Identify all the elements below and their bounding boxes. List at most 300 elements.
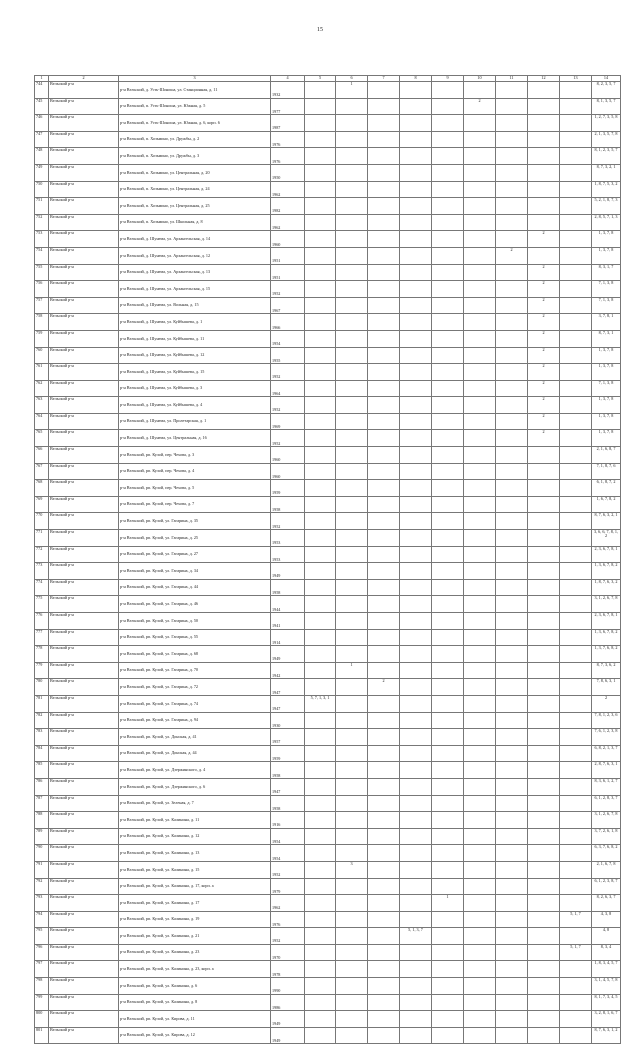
table-cell <box>464 878 496 895</box>
table-cell <box>336 895 368 912</box>
year-built: 1982 <box>271 198 305 215</box>
table-cell <box>305 646 336 663</box>
table-row <box>35 778 621 795</box>
table-cell <box>305 679 336 696</box>
table-cell <box>336 712 368 729</box>
table-row <box>35 695 621 712</box>
table-row <box>35 745 621 762</box>
table-row <box>35 1027 621 1044</box>
district: Вельский р-н <box>49 347 119 364</box>
table-cell <box>368 911 400 928</box>
address: р-н Вельский, д. Шунема, ул. Куйбышева, д. 4 <box>119 397 271 414</box>
table-cell <box>432 364 464 381</box>
column-header: 1 <box>35 76 49 82</box>
year-built: 1952 <box>271 430 305 447</box>
sequence-codes: 1, 3, 7, 8 <box>592 247 621 264</box>
row-number: 770 <box>35 513 49 530</box>
table-cell <box>432 994 464 1011</box>
table-cell <box>336 480 368 497</box>
sequence-codes: 1, 3, 7, 8 <box>592 347 621 364</box>
table-cell <box>305 861 336 878</box>
year-built: 1958 <box>271 579 305 596</box>
table-cell <box>528 695 560 712</box>
sequence-codes: 7, 1, 3, 8 <box>592 297 621 314</box>
table-row <box>35 828 621 845</box>
address: р-н Вельский, рп. Кулой, ул. Гагарина, д. 46 <box>119 596 271 613</box>
table-row <box>35 131 621 148</box>
year-built: 1914 <box>271 629 305 646</box>
table-cell <box>496 994 528 1011</box>
sequence-codes: 1, 3, 7, 8 <box>592 397 621 414</box>
table-cell <box>305 314 336 331</box>
table-cell <box>496 496 528 513</box>
year-built: 1959 <box>271 745 305 762</box>
district: Вельский р-н <box>49 928 119 945</box>
table-cell <box>528 895 560 912</box>
table-row <box>35 629 621 646</box>
district: Вельский р-н <box>49 861 119 878</box>
table-cell <box>400 745 432 762</box>
table-cell <box>305 629 336 646</box>
table-cell <box>400 513 432 530</box>
district: Вельский р-н <box>49 181 119 198</box>
table-cell <box>496 480 528 497</box>
row-number: 788 <box>35 812 49 829</box>
address: р-н Вельский, рп. Кулой, ул. Калинина, д. 23 <box>119 944 271 961</box>
table-cell <box>305 961 336 978</box>
address: р-н Вельский, рп. Кулой, ул. Калинина, д. 6 <box>119 978 271 995</box>
table-cell <box>432 778 464 795</box>
table-cell <box>432 961 464 978</box>
address: р-н Вельский, рп. Кулой, ул. Гагарина, д. 25 <box>119 530 271 547</box>
table-cell <box>464 613 496 630</box>
district: Вельский р-н <box>49 214 119 231</box>
table-cell <box>464 413 496 430</box>
table-cell: 2 <box>528 314 560 331</box>
table-cell <box>496 314 528 331</box>
year-built: 1990 <box>271 978 305 995</box>
table-cell <box>400 330 432 347</box>
table-cell <box>368 314 400 331</box>
table-cell <box>400 164 432 181</box>
district: Вельский р-н <box>49 330 119 347</box>
table-cell <box>400 447 432 464</box>
table-row <box>35 364 621 381</box>
table-cell <box>368 596 400 613</box>
sequence-codes: 8, 2, 6, 3, 7 <box>592 895 621 912</box>
table-cell <box>528 812 560 829</box>
table-cell <box>336 530 368 547</box>
table-cell <box>336 646 368 663</box>
table-row <box>35 397 621 414</box>
row-number: 747 <box>35 131 49 148</box>
table-cell <box>336 347 368 364</box>
year-built: 1969 <box>271 413 305 430</box>
table-cell <box>464 679 496 696</box>
table-cell <box>305 430 336 447</box>
table-cell: 2 <box>528 264 560 281</box>
table-cell <box>336 596 368 613</box>
sequence-codes: 2, 1, 6, 7, 8 <box>592 861 621 878</box>
row-number: 782 <box>35 712 49 729</box>
row-number: 798 <box>35 978 49 995</box>
table-cell <box>432 812 464 829</box>
sequence-codes: 7, 1, 3, 8 <box>592 380 621 397</box>
table-cell <box>368 281 400 298</box>
table-cell <box>400 845 432 862</box>
table-row <box>35 961 621 978</box>
row-number: 769 <box>35 496 49 513</box>
table-cell <box>432 629 464 646</box>
table-cell <box>368 878 400 895</box>
address: р-н Вельский, п. Хозьмино, ул. Дружбы, д. 3 <box>119 148 271 165</box>
table-cell <box>464 795 496 812</box>
district: Вельский р-н <box>49 911 119 928</box>
table-cell <box>432 214 464 231</box>
table-cell <box>528 662 560 679</box>
row-number: 752 <box>35 214 49 231</box>
address: р-н Вельский, рп. Кулой, ул. Калинина, д. 15 <box>119 861 271 878</box>
table-cell <box>464 264 496 281</box>
table-cell <box>368 1011 400 1028</box>
table-cell <box>400 613 432 630</box>
table-cell <box>400 380 432 397</box>
table-cell <box>305 496 336 513</box>
table-cell <box>336 546 368 563</box>
address: р-н Вельский, рп. Кулой, ул. Гагарина, д. 55 <box>119 629 271 646</box>
table-cell <box>496 795 528 812</box>
housing-table <box>34 75 621 1044</box>
sequence-codes: 7, 8, 1, 2, 3, 6 <box>592 712 621 729</box>
row-number: 763 <box>35 397 49 414</box>
table-cell <box>432 131 464 148</box>
district: Вельский р-н <box>49 430 119 447</box>
table-cell <box>400 762 432 779</box>
sequence-codes: 8, 7, 3, 2, 1 <box>592 164 621 181</box>
table-cell <box>560 928 592 945</box>
page-number: 15 <box>317 27 323 33</box>
table-cell <box>496 1011 528 1028</box>
table-cell <box>496 679 528 696</box>
table-cell <box>432 513 464 530</box>
table-row <box>35 762 621 779</box>
district: Вельский р-н <box>49 812 119 829</box>
table-row <box>35 314 621 331</box>
table-row <box>35 214 621 231</box>
table-cell <box>368 413 400 430</box>
table-cell <box>528 579 560 596</box>
table-cell <box>400 430 432 447</box>
table-cell <box>464 662 496 679</box>
table-cell <box>560 895 592 912</box>
table-cell <box>400 297 432 314</box>
district: Вельский р-н <box>49 447 119 464</box>
district: Вельский р-н <box>49 1027 119 1044</box>
address: р-н Вельский, рп. Кулой, ул. Кирова, д. 11 <box>119 1011 271 1028</box>
table-row <box>35 198 621 215</box>
table-cell <box>560 98 592 115</box>
table-cell <box>432 1027 464 1044</box>
table-cell <box>305 264 336 281</box>
table-cell <box>560 513 592 530</box>
table-cell <box>496 430 528 447</box>
table-cell <box>560 413 592 430</box>
address: р-н Вельский, п. Хозьмино, ул. Центральная, д. 25 <box>119 198 271 215</box>
table-cell <box>528 861 560 878</box>
table-row <box>35 563 621 580</box>
table-cell <box>305 380 336 397</box>
address: р-н Вельский, п. Хозьмино, ул. Дружбы, д. 2 <box>119 131 271 148</box>
table-cell <box>464 861 496 878</box>
address: р-н Вельский, д. Шунема, ул. Куйбышева, д. 1 <box>119 314 271 331</box>
table-cell <box>528 762 560 779</box>
year-built: 1953 <box>271 546 305 563</box>
table-cell <box>432 496 464 513</box>
table-cell <box>305 579 336 596</box>
table-cell <box>528 463 560 480</box>
district: Вельский р-н <box>49 247 119 264</box>
district: Вельский р-н <box>49 480 119 497</box>
table-cell <box>368 480 400 497</box>
table-cell <box>336 447 368 464</box>
table-cell <box>400 695 432 712</box>
table-cell <box>336 330 368 347</box>
address: р-н Вельский, п. Хозьмино, ул. Центральная, д. 20 <box>119 164 271 181</box>
table-cell <box>400 364 432 381</box>
table-row <box>35 994 621 1011</box>
table-cell: 2 <box>528 380 560 397</box>
year-built: 1947 <box>271 778 305 795</box>
table-cell <box>528 795 560 812</box>
table-cell <box>560 629 592 646</box>
table-cell <box>336 629 368 646</box>
year-built: 1944 <box>271 596 305 613</box>
table-cell <box>368 546 400 563</box>
row-number: 779 <box>35 662 49 679</box>
table-cell <box>528 447 560 464</box>
table-row <box>35 613 621 630</box>
sequence-codes: 7, 1, 8, 7, 6 <box>592 463 621 480</box>
row-number: 791 <box>35 861 49 878</box>
table-cell <box>432 878 464 895</box>
table-row <box>35 181 621 198</box>
year-built: 1932 <box>271 82 305 99</box>
district: Вельский р-н <box>49 231 119 248</box>
table-cell <box>305 347 336 364</box>
table-cell <box>336 978 368 995</box>
table-cell <box>432 729 464 746</box>
year-built: 1947 <box>271 695 305 712</box>
address: р-н Вельский, рп. Кулой, ул. Калинина, д. 19 <box>119 911 271 928</box>
address: р-н Вельский, рп. Кулой, ул. Донская, д. 41 <box>119 729 271 746</box>
table-cell <box>528 928 560 945</box>
table-cell <box>400 679 432 696</box>
table-cell <box>305 895 336 912</box>
row-number: 744 <box>35 82 49 99</box>
table-cell <box>528 563 560 580</box>
table-cell <box>368 297 400 314</box>
sequence-codes: 1, 2, 7, 3, 5, 8 <box>592 115 621 132</box>
row-number: 799 <box>35 994 49 1011</box>
table-row <box>35 98 621 115</box>
table-cell <box>336 961 368 978</box>
table-row <box>35 513 621 530</box>
table-cell <box>336 729 368 746</box>
table-cell <box>528 712 560 729</box>
table-cell <box>528 214 560 231</box>
table-cell <box>305 828 336 845</box>
table-cell <box>528 944 560 961</box>
year-built: 1949 <box>271 646 305 663</box>
year-built: 1967 <box>271 297 305 314</box>
year-built: 1955 <box>271 347 305 364</box>
address: р-н Вельский, рп. Кулой, ул. Гагарина, д. 94 <box>119 712 271 729</box>
sequence-codes: 5, 2, 1, 8, 7, 3 <box>592 198 621 215</box>
table-cell <box>400 662 432 679</box>
table-cell <box>496 878 528 895</box>
year-built: 1976 <box>271 911 305 928</box>
row-number: 755 <box>35 264 49 281</box>
sequence-codes: 1, 8, 7, 6, 3, 2 <box>592 579 621 596</box>
row-number: 787 <box>35 795 49 812</box>
district: Вельский р-н <box>49 712 119 729</box>
table-cell <box>560 579 592 596</box>
table-cell <box>368 695 400 712</box>
table-cell <box>496 148 528 165</box>
row-number: 767 <box>35 463 49 480</box>
sequence-codes: 2 <box>592 695 621 712</box>
year-built: 1959 <box>271 480 305 497</box>
column-header: 6 <box>336 76 368 82</box>
row-number: 794 <box>35 911 49 928</box>
table-cell <box>400 281 432 298</box>
table-cell <box>432 646 464 663</box>
table-cell <box>400 944 432 961</box>
table-row <box>35 447 621 464</box>
district: Вельский р-н <box>49 380 119 397</box>
year-built: 1941 <box>271 613 305 630</box>
district: Вельский р-н <box>49 297 119 314</box>
table-cell <box>305 944 336 961</box>
address: р-н Вельский, рп. Кулой, ул. Калинина, д. 11 <box>119 812 271 829</box>
table-cell <box>336 745 368 762</box>
table-cell: 2 <box>464 98 496 115</box>
table-cell <box>528 513 560 530</box>
sequence-codes: 7, 6, 1, 2, 3, 8 <box>592 729 621 746</box>
sequence-codes: 8, 2, 3, 5, 7 <box>592 82 621 99</box>
table-row <box>35 795 621 812</box>
table-cell <box>400 546 432 563</box>
table-cell <box>464 496 496 513</box>
district: Вельский р-н <box>49 82 119 99</box>
table-cell <box>368 447 400 464</box>
table-cell <box>400 729 432 746</box>
table-cell <box>432 695 464 712</box>
column-header: 12 <box>528 76 560 82</box>
table-cell <box>368 496 400 513</box>
table-cell <box>496 662 528 679</box>
table-cell <box>432 164 464 181</box>
sequence-codes: 1, 8, 7, 5, 3, 2 <box>592 181 621 198</box>
year-built: 1966 <box>271 314 305 331</box>
table-cell <box>560 380 592 397</box>
table-cell <box>528 828 560 845</box>
address: р-н Вельский, рп. Кулой, ул. Кирова, д. 12 <box>119 1027 271 1044</box>
address: р-н Вельский, рп. Кулой, ул. Гагарина, д. 34 <box>119 563 271 580</box>
table-cell <box>560 596 592 613</box>
table-row <box>35 463 621 480</box>
address: р-н Вельский, рп. Кулой, ул. Гагарина, д. 74 <box>119 695 271 712</box>
table-cell <box>464 596 496 613</box>
table-cell <box>400 629 432 646</box>
table-cell <box>400 231 432 248</box>
sequence-codes: 6, 1, 2, 8, 3, 7 <box>592 795 621 812</box>
table-cell <box>464 563 496 580</box>
table-cell <box>464 778 496 795</box>
year-built: 1957 <box>271 729 305 746</box>
table-row <box>35 546 621 563</box>
district: Вельский р-н <box>49 198 119 215</box>
row-number: 778 <box>35 646 49 663</box>
district: Вельский р-н <box>49 795 119 812</box>
table-cell <box>305 1011 336 1028</box>
table-cell: 2 <box>528 397 560 414</box>
row-number: 753 <box>35 231 49 248</box>
table-cell <box>496 397 528 414</box>
table-cell <box>336 231 368 248</box>
table-cell <box>368 961 400 978</box>
table-cell <box>464 695 496 712</box>
district: Вельский р-н <box>49 530 119 547</box>
table-cell <box>368 712 400 729</box>
table-cell <box>528 911 560 928</box>
table-row <box>35 231 621 248</box>
year-built: 1949 <box>271 563 305 580</box>
table-cell <box>528 1027 560 1044</box>
sequence-codes: 8, 1, 2, 3, 5, 7 <box>592 148 621 165</box>
table-cell <box>560 762 592 779</box>
district: Вельский р-н <box>49 579 119 596</box>
table-cell <box>305 480 336 497</box>
table-cell <box>432 745 464 762</box>
table-cell: 2 <box>528 430 560 447</box>
table-cell <box>305 364 336 381</box>
table-cell <box>528 148 560 165</box>
table-cell <box>336 98 368 115</box>
table-cell <box>464 397 496 414</box>
table-cell <box>560 496 592 513</box>
table-cell <box>400 878 432 895</box>
table-cell <box>432 579 464 596</box>
table-cell <box>400 148 432 165</box>
table-cell <box>305 662 336 679</box>
sequence-codes: 1, 3, 6, 7, 8, 2 <box>592 563 621 580</box>
table-cell <box>432 181 464 198</box>
table-cell <box>432 281 464 298</box>
table-cell <box>528 82 560 99</box>
table-cell <box>528 596 560 613</box>
year-built: 1977 <box>271 98 305 115</box>
table-cell <box>496 447 528 464</box>
table-cell <box>560 164 592 181</box>
table-cell <box>336 911 368 928</box>
year-built: 1949 <box>271 1011 305 1028</box>
row-number: 785 <box>35 762 49 779</box>
table-cell <box>560 330 592 347</box>
table-cell <box>368 729 400 746</box>
row-number: 757 <box>35 297 49 314</box>
table-cell <box>432 148 464 165</box>
